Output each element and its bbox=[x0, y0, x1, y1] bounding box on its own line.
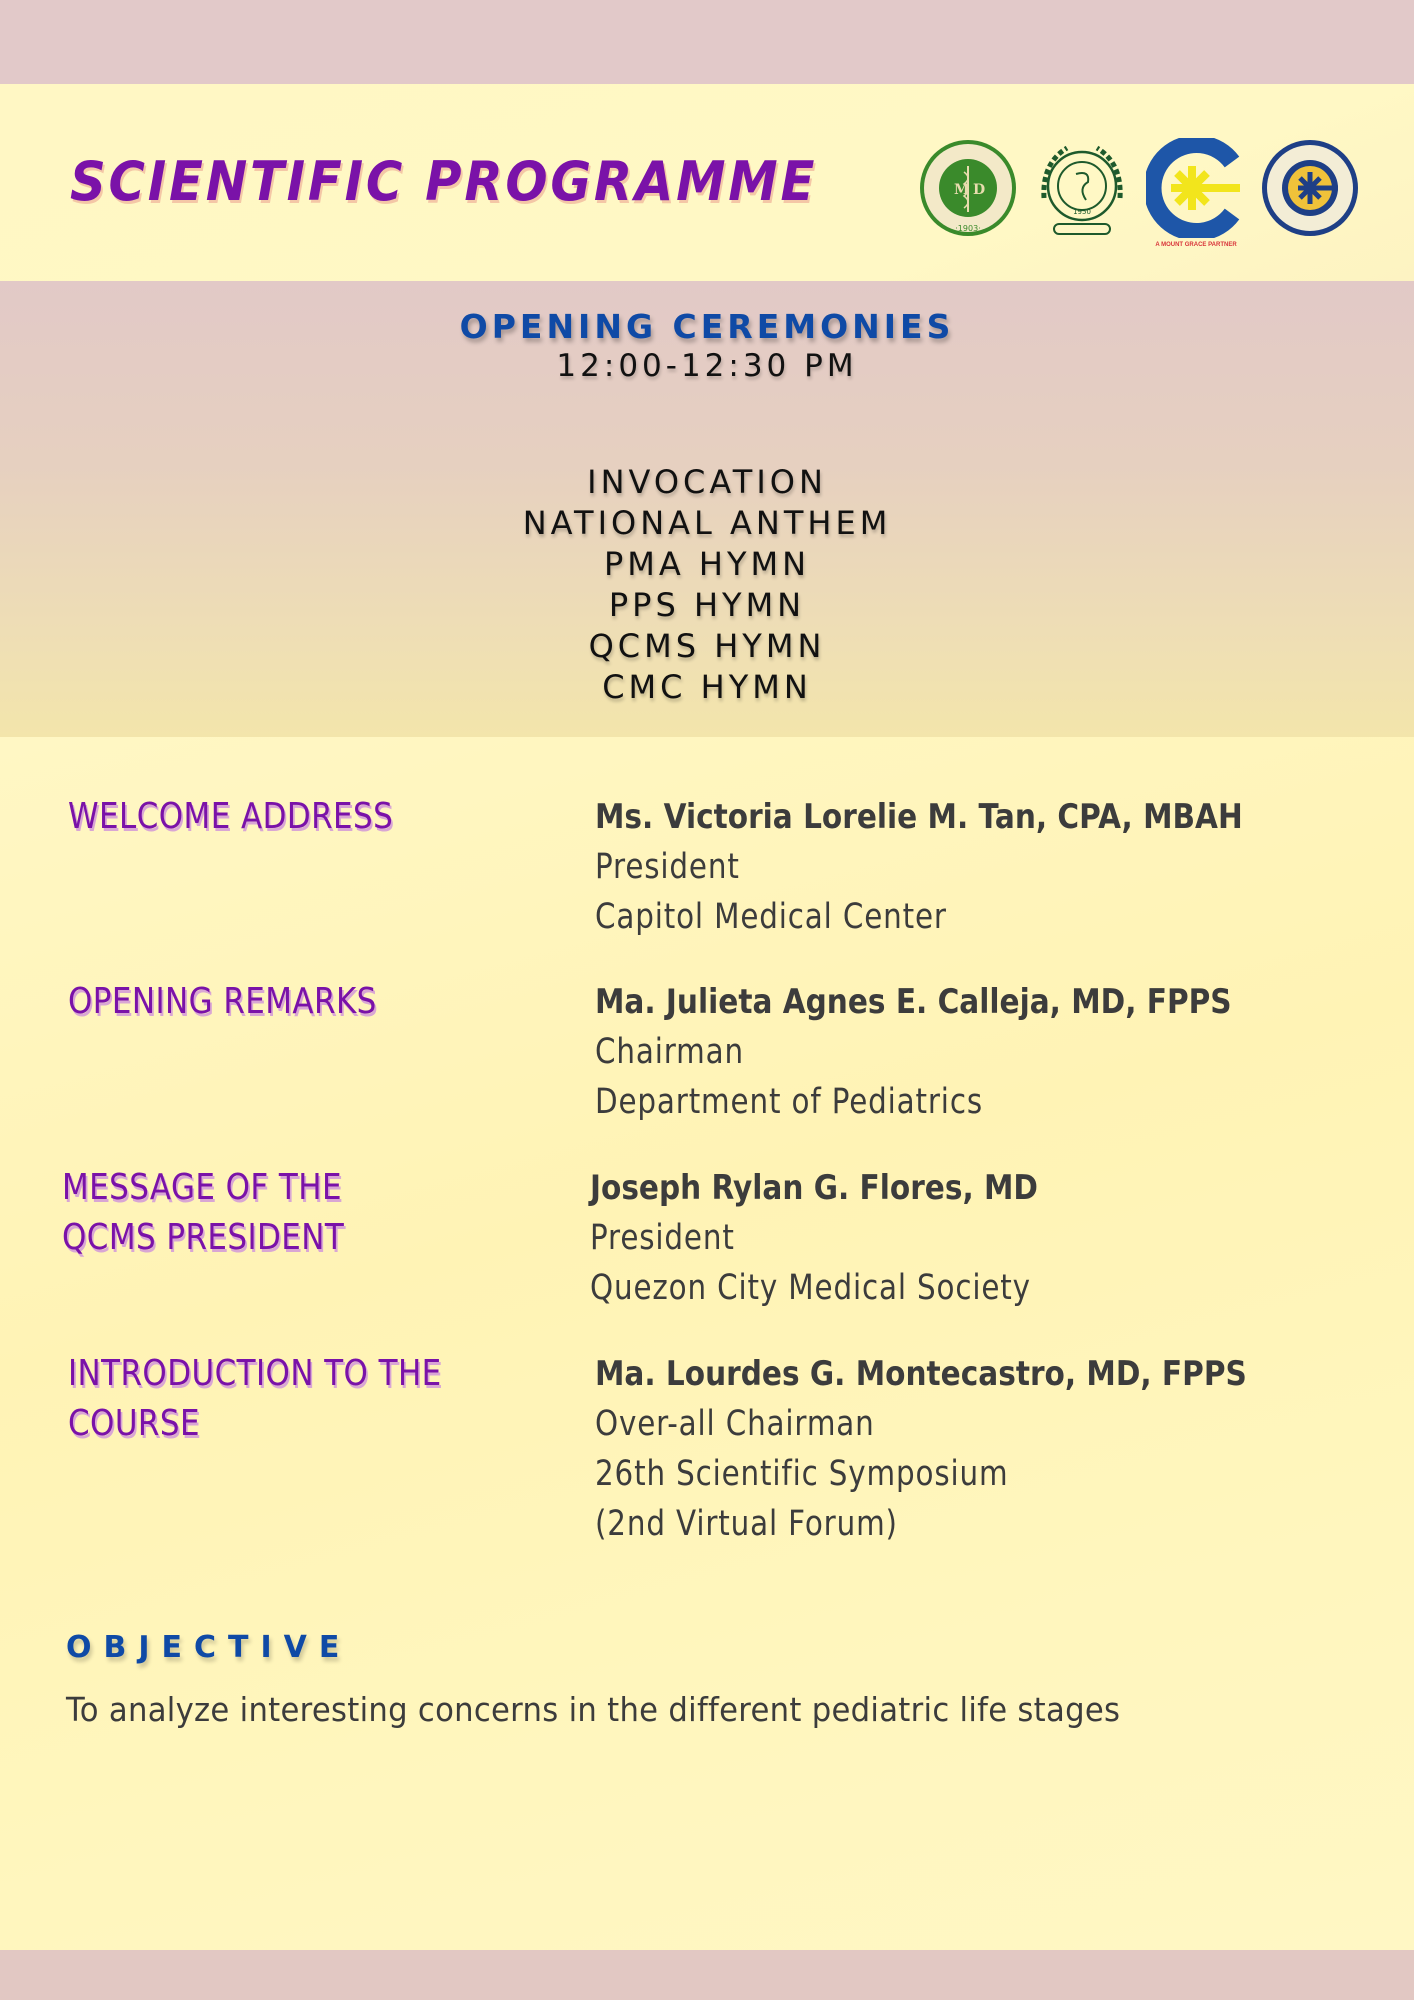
speaker-name: Ma. Julieta Agnes E. Calleja, MD, FPPS bbox=[595, 982, 1232, 1022]
svg-text:·1903·: ·1903· bbox=[955, 224, 981, 233]
svg-text:M: M bbox=[954, 182, 970, 198]
capitol-c-icon bbox=[1146, 138, 1246, 238]
objective-text: To analyze interesting concerns in the different pediatric life stages bbox=[66, 1690, 1121, 1729]
quezon-city-medical-society-logo bbox=[1032, 138, 1132, 238]
ceremony-item: QCMS HYMN bbox=[588, 627, 826, 665]
top-band bbox=[0, 0, 1414, 84]
speaker-title: Chairman bbox=[595, 1032, 744, 1072]
programme-role bbox=[68, 792, 393, 842]
role-line: INTRODUCTION TO THE bbox=[68, 1353, 442, 1394]
programme-role bbox=[68, 1349, 442, 1449]
ceremony-list bbox=[0, 462, 1414, 708]
speaker bbox=[595, 977, 1327, 1127]
speaker bbox=[595, 1349, 1344, 1549]
speaker-event-note: (2nd Virtual Forum) bbox=[595, 1504, 898, 1544]
pma-seal-icon bbox=[918, 138, 1018, 238]
speaker-title: President bbox=[590, 1218, 735, 1258]
qcms-seal-icon bbox=[1032, 138, 1132, 238]
svg-text:D: D bbox=[973, 182, 986, 198]
cmc-pediatrics-seal-icon bbox=[1260, 138, 1360, 238]
role-line: QCMS PRESIDENT bbox=[62, 1217, 345, 1258]
speaker-organization: Capitol Medical Center bbox=[595, 897, 947, 937]
capitol-medical-center-pediatrics-logo bbox=[1260, 138, 1360, 238]
speaker-name: Ma. Lourdes G. Montecastro, MD, FPPS bbox=[595, 1354, 1247, 1394]
speaker-name: Joseph Rylan G. Flores, MD bbox=[590, 1168, 1038, 1208]
ceremony-item: CMC HYMN bbox=[602, 668, 812, 706]
logo-caption: A MOUNT GRACE PARTNER bbox=[1155, 242, 1237, 248]
svg-text:1950: 1950 bbox=[1073, 208, 1091, 216]
page-title: SCIENTIFIC PROGRAMME bbox=[70, 150, 818, 213]
role-line: COURSE bbox=[68, 1403, 200, 1444]
bottom-band bbox=[0, 1950, 1414, 2000]
opening-ceremonies-section bbox=[0, 281, 1414, 737]
speaker-title: Over-all Chairman bbox=[595, 1404, 875, 1444]
ceremony-item: INVOCATION bbox=[587, 463, 827, 501]
programme-role bbox=[68, 977, 377, 1027]
capitol-right-care-logo bbox=[1146, 138, 1246, 248]
speaker-name: Ms. Victoria Lorelie M. Tan, CPA, MBAH bbox=[595, 797, 1243, 837]
programme-role bbox=[62, 1163, 344, 1263]
role-line: WELCOME ADDRESS bbox=[68, 796, 394, 837]
role-line: OPENING REMARKS bbox=[68, 981, 377, 1022]
objective-heading: OBJECTIVE bbox=[66, 1630, 352, 1665]
ceremony-item: PMA HYMN bbox=[603, 545, 811, 583]
role-line: MESSAGE OF THE bbox=[62, 1167, 342, 1208]
opening-ceremonies-time: 12:00-12:30 PM bbox=[556, 348, 858, 384]
philippine-medical-association-logo bbox=[918, 138, 1018, 238]
speaker bbox=[595, 792, 1339, 942]
speaker bbox=[590, 1163, 1115, 1313]
logo-strip bbox=[918, 132, 1360, 248]
speaker-title: President bbox=[595, 847, 740, 887]
ceremony-item: NATIONAL ANTHEM bbox=[522, 504, 892, 542]
speaker-organization: Department of Pediatrics bbox=[595, 1082, 983, 1122]
speaker-event: 26th Scientific Symposium bbox=[595, 1454, 1009, 1494]
ceremony-item: PPS HYMN bbox=[608, 586, 806, 624]
opening-ceremonies-title: OPENING CEREMONIES bbox=[459, 307, 955, 346]
speaker-organization: Quezon City Medical Society bbox=[590, 1268, 1031, 1308]
